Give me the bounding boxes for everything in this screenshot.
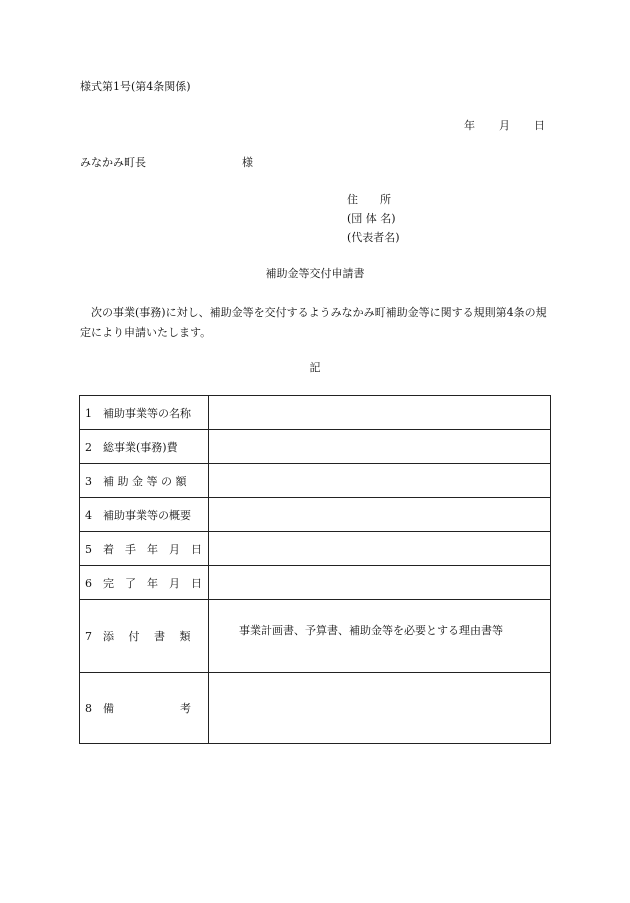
row-label: 備 考 bbox=[103, 702, 191, 715]
date-year-label: 年 bbox=[464, 119, 475, 132]
row-number: 8 bbox=[85, 702, 92, 715]
addressee-name: みなかみ町長 bbox=[80, 156, 146, 169]
table-row bbox=[80, 430, 551, 464]
date-day-label: 日 bbox=[534, 119, 545, 132]
table-row bbox=[80, 566, 551, 600]
row-number: 5 bbox=[85, 542, 92, 556]
applicant-rep-label: (代表者名) bbox=[347, 231, 400, 244]
date-month-label: 月 bbox=[499, 119, 510, 132]
row-label: 完 了 年 月 日 bbox=[103, 576, 202, 590]
ki-heading: 記 bbox=[309, 361, 321, 374]
row-label: 着 手 年 月 日 bbox=[103, 542, 202, 556]
row-value-cell[interactable] bbox=[209, 566, 551, 600]
applicant-address-label: 住 所 bbox=[347, 193, 391, 206]
row-label-cell bbox=[80, 396, 209, 430]
addressee-honorific: 様 bbox=[242, 156, 253, 169]
row-value-cell[interactable] bbox=[209, 673, 551, 744]
row-value-cell[interactable] bbox=[209, 430, 551, 464]
row-label-cell bbox=[80, 430, 209, 464]
row-label-cell bbox=[80, 464, 209, 498]
row-value-cell[interactable]: 事業計画書、予算書、補助金等を必要とする理由書等 bbox=[209, 600, 551, 673]
row-number: 2 bbox=[85, 440, 92, 454]
row-value-cell[interactable] bbox=[209, 498, 551, 532]
row-value-cell[interactable] bbox=[209, 532, 551, 566]
items-table bbox=[79, 395, 551, 744]
row-number: 7 bbox=[85, 630, 92, 643]
row-label: 補助事業等の概要 bbox=[103, 508, 191, 522]
row-number: 4 bbox=[85, 508, 92, 522]
table-row bbox=[80, 464, 551, 498]
row-number: 1 bbox=[85, 406, 92, 420]
row-label-cell bbox=[80, 532, 209, 566]
table-row bbox=[80, 600, 551, 673]
row-label: 補 助 金 等 の 額 bbox=[103, 474, 187, 488]
applicant-org-label: (団 体 名) bbox=[347, 212, 396, 225]
body-text: 次の事業(事務)に対し、補助金等を交付するようみなかみ町補助金等に関する規則第4条の規定により申請いたします。 bbox=[80, 306, 547, 339]
row-label-cell bbox=[80, 566, 209, 600]
date-line bbox=[464, 119, 545, 133]
row-label-cell bbox=[80, 600, 209, 673]
row-label-cell bbox=[80, 673, 209, 744]
applicant-block bbox=[347, 193, 400, 250]
table-row bbox=[80, 673, 551, 744]
row-number: 6 bbox=[85, 576, 92, 590]
row-number: 3 bbox=[85, 474, 92, 488]
table-row bbox=[80, 396, 551, 430]
document-title: 補助金等交付申請書 bbox=[265, 267, 365, 280]
row-label-cell bbox=[80, 498, 209, 532]
table-row bbox=[80, 498, 551, 532]
row-value-cell[interactable] bbox=[209, 464, 551, 498]
row-label: 総事業(事務)費 bbox=[103, 440, 178, 454]
row-label: 補助事業等の名称 bbox=[103, 406, 191, 420]
row-label: 添 付 書 類 bbox=[103, 630, 191, 643]
form-number: 様式第1号(第4条関係) bbox=[80, 80, 191, 93]
table-row bbox=[80, 532, 551, 566]
row-value-cell[interactable] bbox=[209, 396, 551, 430]
